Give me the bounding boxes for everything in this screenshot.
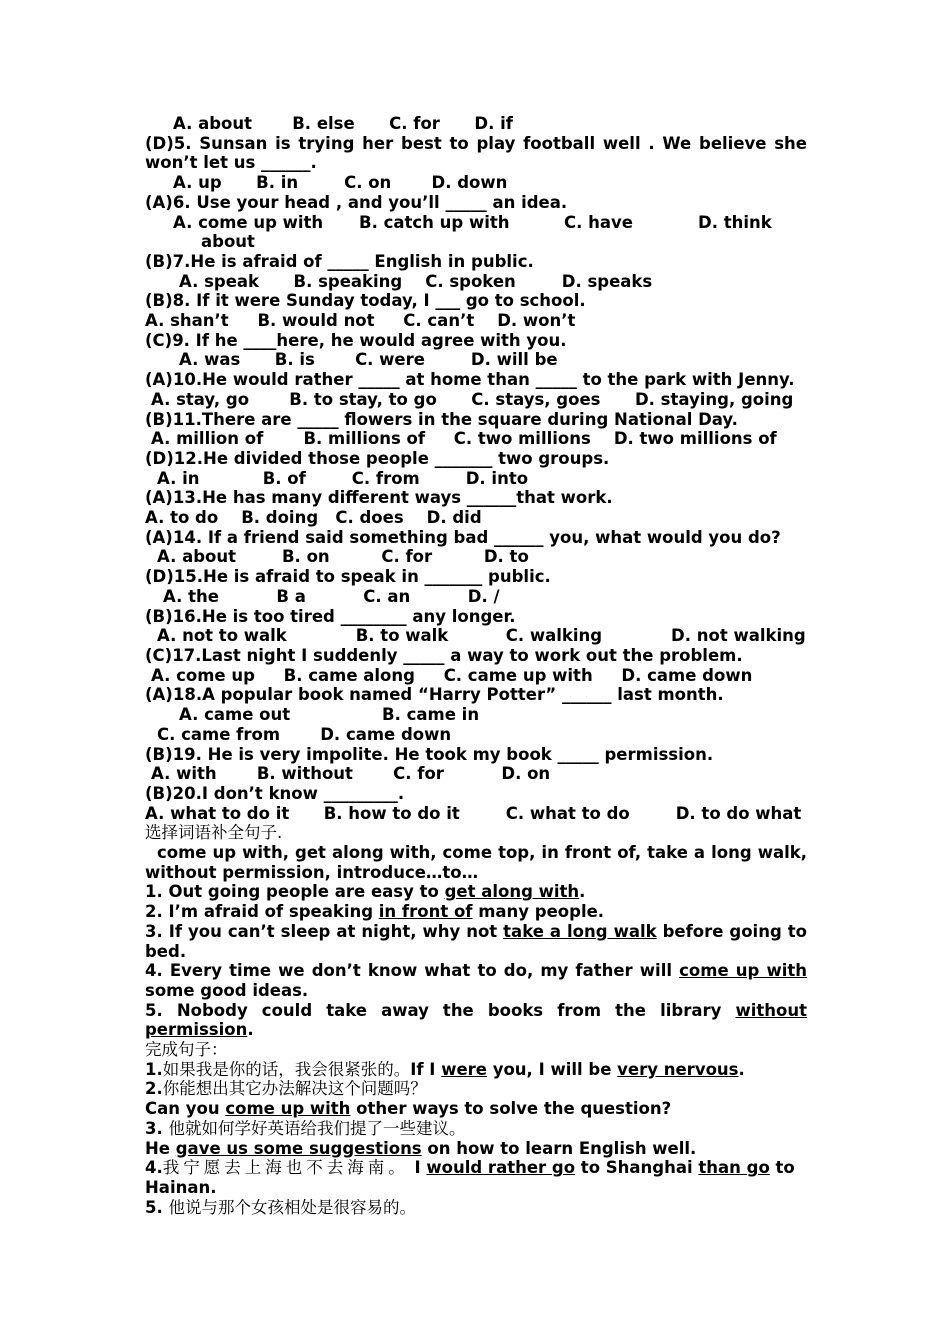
option: D. if	[474, 114, 513, 133]
answer: gave us some suggestions	[175, 1138, 422, 1158]
option: A. in	[157, 468, 200, 488]
option: B. speaking	[293, 271, 403, 291]
q6-option-continued: about	[201, 232, 255, 252]
chinese-prompt: 你能想出其它办法解决这个问题吗？	[162, 1079, 427, 1099]
item-number: 5.	[145, 1197, 169, 1217]
option: C. came from	[157, 724, 281, 744]
option: D. staying, going	[634, 389, 794, 409]
sentence-text: 3. If you can’t sleep at night, why not	[145, 921, 504, 941]
q8-options	[145, 311, 807, 331]
question-13-stem: (A)13.He has many different ways ______that work.	[145, 488, 613, 508]
option: D. down	[431, 173, 508, 193]
fill-sentence-4	[145, 961, 807, 1000]
answer: come up with	[225, 1099, 351, 1119]
option: B. would not	[257, 311, 375, 331]
option: D. won’t	[497, 311, 576, 331]
chinese-prompt: 如果我是你的话，我会很紧张的。	[162, 1059, 411, 1079]
question-18-stem: (A)18.A popular book named “Harry Potter” ______ last month.	[145, 685, 724, 705]
complete-sentence-1	[145, 1060, 807, 1080]
option: A. million of	[151, 429, 264, 449]
option: A. stay, go	[151, 389, 250, 409]
answer: without permission	[145, 1000, 807, 1040]
option: A. come up	[151, 665, 255, 685]
q6-options	[145, 213, 807, 233]
answer: very nervous	[617, 1059, 739, 1079]
answer: come up with	[679, 961, 807, 981]
option: B. to walk	[355, 626, 449, 646]
option: D. not walking	[671, 626, 806, 646]
sentence-text: If I	[410, 1059, 442, 1079]
q18-options-row2	[145, 725, 807, 745]
option: A. shan’t	[145, 311, 229, 331]
option: D. came down	[320, 724, 452, 744]
chinese-prompt: 他说与那个女孩相处是很容易的。	[168, 1197, 416, 1217]
question-11-stem: (B)11.There are _____ flowers in the square during National Day.	[145, 409, 738, 429]
sentence-text: you, I will be	[486, 1059, 618, 1079]
fill-sentence-5	[145, 1001, 807, 1040]
sentence-text: I	[408, 1158, 427, 1178]
complete-sentence-3-answer	[145, 1139, 807, 1159]
word-bank: come up with, get along with, come top, in front of, take a long walk, without permission, introduce…to…	[145, 843, 807, 882]
sentence-text: before going to bed.	[145, 921, 807, 961]
sentence-text: on how to learn English well.	[421, 1138, 697, 1158]
sentence-text: some good ideas.	[145, 980, 309, 1000]
fill-sentence-3	[145, 922, 807, 961]
option: B. is	[274, 350, 315, 370]
question-20-stem: (B)20.I don’t know _________.	[145, 783, 405, 803]
q16-options	[145, 626, 807, 646]
option: C. an	[363, 586, 411, 606]
q18-options-row1	[145, 705, 807, 725]
section-2-heading: 选择词语补全句子.	[145, 823, 283, 843]
question-9-stem: (C)9. If he ____here, he would agree with you.	[145, 330, 567, 350]
answer: would rather go	[426, 1158, 576, 1178]
sentence-text: many people.	[472, 902, 605, 922]
option: C. for	[389, 114, 440, 133]
question-14-stem: (A)14. If a friend said something bad ______ you, what would you do?	[145, 527, 781, 547]
option: B. came along	[283, 665, 415, 685]
sentence-text: 5. Nobody could take away the books from the library	[145, 1000, 736, 1020]
option: C. on	[344, 173, 392, 193]
option: B. doing	[241, 508, 319, 528]
option: A. about	[173, 114, 253, 133]
question-12-stem: (D)12.He divided those people _______ two groups.	[145, 448, 610, 468]
answer: take a long walk	[503, 921, 657, 941]
option: B. to stay, to go	[289, 389, 437, 409]
complete-sentence-4	[145, 1158, 807, 1197]
q9-options	[145, 350, 807, 370]
option: C. from	[351, 468, 420, 488]
answer: were	[441, 1059, 487, 1079]
option: C. for	[381, 547, 433, 567]
option: B a	[276, 586, 306, 606]
option: C. does	[335, 508, 404, 528]
option: D. will be	[470, 350, 558, 370]
question-17-stem: (C)17.Last night I suddenly _____ a way to work out the problem.	[145, 645, 743, 665]
q7-options	[145, 272, 807, 292]
section-3-heading: 完成句子：	[145, 1040, 228, 1060]
option: A. up	[173, 173, 222, 193]
chinese-prompt: 我宁愿去上海也不去海南。	[162, 1158, 409, 1178]
option: D. came down	[621, 665, 753, 685]
q11-options	[145, 429, 807, 449]
question-16-stem: (B)16.He is too tired ________ any longer.	[145, 606, 516, 626]
option: B. of	[262, 468, 306, 488]
option: C. can’t	[403, 311, 475, 331]
question-8-stem: (B)8. If it were Sunday today, I ___ go to school.	[145, 291, 586, 311]
option: B. came in	[382, 705, 480, 725]
q10-options	[145, 390, 807, 410]
complete-sentence-2-answer	[145, 1099, 807, 1119]
option: C. two millions	[453, 429, 591, 449]
sentence-text: .	[579, 882, 586, 902]
question-6-stem: (A)6. Use your head , and you’ll _____ an idea.	[145, 192, 568, 212]
option: B. how to do it	[323, 803, 460, 823]
option: A. to do	[145, 508, 219, 528]
option: A. came out	[179, 705, 291, 725]
option: B. on	[281, 547, 330, 567]
fill-sentence-2	[145, 902, 807, 922]
complete-sentence-3-prompt	[145, 1119, 807, 1139]
option: D. to	[483, 547, 529, 567]
option: A. the	[163, 586, 219, 606]
sentence-text: 4. Every time we don’t know what to do, my father will	[145, 961, 680, 981]
option: D. did	[426, 508, 482, 528]
question-10-stem: (A)10.He would rather _____ at home than _____ to the park with Jenny.	[145, 370, 795, 390]
worksheet-content	[145, 114, 807, 1217]
option: D. think	[698, 212, 772, 232]
answer: in front of	[378, 902, 473, 922]
option: D. on	[501, 764, 551, 784]
sentence-text: Can you	[145, 1099, 226, 1119]
sentence-text: 1. Out going people are easy to	[145, 882, 445, 902]
q20-options	[145, 804, 807, 824]
answer: than go	[698, 1158, 770, 1178]
option: A. with	[151, 764, 217, 784]
item-number: 3.	[145, 1118, 169, 1138]
option: B. in	[256, 173, 299, 193]
q5-options	[145, 173, 807, 193]
question-7-stem: (B)7.He is afraid of _____ English in public.	[145, 251, 534, 271]
q4-options	[145, 114, 807, 134]
sentence-text: .	[247, 1020, 254, 1040]
option: D. two millions of	[613, 429, 777, 449]
sentence-text: 2. I’m afraid of speaking	[145, 902, 379, 922]
question-5-stem: (D)5. Sunsan is trying her best to play football well . We believe she won’t let us ______.	[145, 133, 807, 173]
option: C. what to do	[505, 803, 630, 823]
option: B. without	[256, 764, 353, 784]
q19-options	[145, 764, 807, 784]
option: C. stays, goes	[471, 389, 601, 409]
item-number: 4.	[145, 1158, 163, 1178]
option: A. was	[179, 350, 241, 370]
q12-options	[145, 469, 807, 489]
answer: get along with	[444, 882, 580, 902]
option: B. catch up with	[359, 212, 510, 232]
sentence-text: .	[738, 1059, 745, 1079]
fill-sentence-1	[145, 882, 807, 902]
option: B. millions of	[303, 429, 426, 449]
q14-options	[145, 547, 807, 567]
option: C. spoken	[425, 271, 516, 291]
q15-options	[145, 587, 807, 607]
option: A. come up with	[173, 212, 324, 232]
question-19-stem: (B)19. He is very impolite. He took my book _____ permission.	[145, 744, 714, 764]
complete-sentence-5-prompt	[145, 1198, 807, 1218]
q17-options	[145, 666, 807, 686]
option: C. came up with	[443, 665, 593, 685]
option: D. /	[467, 586, 500, 606]
option: C. have	[564, 212, 633, 232]
option: D. speaks	[561, 271, 653, 291]
sentence-text: He	[145, 1138, 176, 1158]
chinese-prompt: 他就如何学好英语给我们提了一些建议。	[168, 1118, 466, 1138]
option: C. were	[355, 350, 425, 370]
question-15-stem: (D)15.He is afraid to speak in _______ public.	[145, 567, 551, 587]
sentence-text: to Hainan.	[145, 1158, 795, 1197]
complete-sentence-2-prompt	[145, 1079, 807, 1099]
sentence-text: other ways to solve the question?	[350, 1099, 672, 1119]
item-number: 1.	[145, 1059, 163, 1079]
option: B. else	[292, 114, 355, 133]
item-number: 2.	[145, 1079, 163, 1099]
option: A. what to do it	[145, 803, 290, 823]
option: A. not to walk	[157, 626, 287, 646]
option: D. into	[465, 468, 529, 488]
option: C. for	[393, 764, 444, 784]
option: D. to do what	[675, 803, 802, 823]
q13-options	[145, 508, 807, 528]
sentence-text: to Shanghai	[575, 1158, 699, 1178]
option: C. walking	[505, 626, 603, 646]
option: A. speak	[179, 271, 260, 291]
option: A. about	[157, 547, 237, 567]
